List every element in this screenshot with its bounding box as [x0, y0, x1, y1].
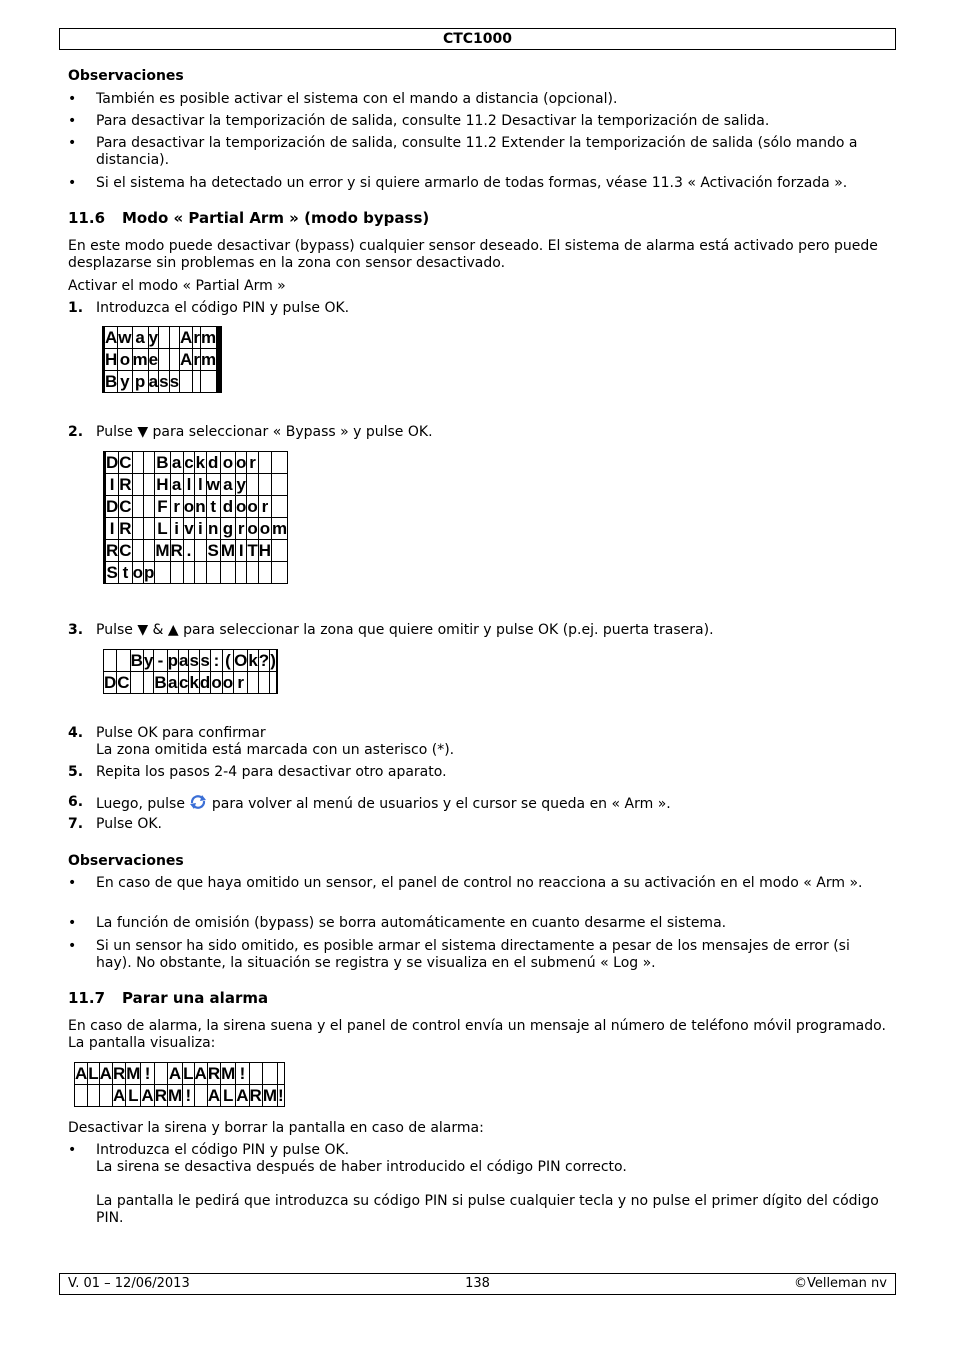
- section-heading: 11.6 Modo « Partial Arm » (modo bypass): [68, 209, 430, 227]
- lcd-cell: [262, 1063, 277, 1085]
- lcd-cell: r: [170, 496, 183, 518]
- lcd-cell: M: [262, 1086, 277, 1105]
- lcd-cell: [132, 452, 143, 474]
- lcd-cell: [221, 371, 222, 393]
- lcd-cell: C: [119, 453, 132, 472]
- lcd-cell: [183, 562, 194, 584]
- lcd-grid: [103, 451, 288, 584]
- lcd-cell: !: [278, 1086, 284, 1105]
- lcd-cell: M: [126, 1064, 141, 1083]
- step: 7. Pulse OK.: [68, 816, 162, 832]
- lcd-cell: a: [148, 372, 159, 391]
- lcd-cell: [143, 474, 154, 496]
- lcd-cell: o: [119, 350, 131, 369]
- observations-heading: Observaciones: [68, 853, 184, 869]
- lcd-cell: D: [106, 453, 119, 472]
- lcd-cell: p: [132, 371, 148, 393]
- lcd-cell: L: [155, 518, 170, 540]
- page-number: 138: [465, 1276, 490, 1291]
- lcd-cell: p: [143, 563, 155, 582]
- lcd-cell: d: [208, 453, 219, 472]
- lcd-cell: o: [220, 452, 235, 474]
- lcd-cell: v: [184, 519, 194, 538]
- lcd-cell: C: [119, 497, 132, 516]
- lcd-cell: B: [156, 453, 169, 472]
- lcd-cell: r: [235, 518, 246, 540]
- lcd-row: [103, 327, 222, 349]
- lcd-row: [104, 650, 278, 672]
- lcd-row: [104, 518, 288, 540]
- lcd-cell: o: [132, 563, 143, 582]
- lcd-cell: t: [206, 496, 220, 518]
- lcd-cell: o: [183, 497, 195, 516]
- lcd-cell: k: [195, 453, 206, 472]
- lcd-cell: A: [180, 350, 193, 369]
- lcd-row: [75, 1063, 285, 1085]
- lcd-row: [104, 474, 288, 496]
- lcd-cell: A: [194, 1064, 207, 1083]
- list-item: • La función de omisión (bypass) se borra automáticamente en cuanto desarme el sistema.: [68, 915, 727, 931]
- lcd-cell: o: [222, 673, 234, 692]
- lcd-cell: C: [117, 673, 130, 692]
- lcd-row: [103, 371, 222, 393]
- lcd-cell: [278, 1063, 285, 1085]
- lcd-cell: [154, 1063, 167, 1085]
- lcd-cell: [221, 327, 222, 349]
- lcd-cell: A: [105, 328, 118, 347]
- deactivate-text: Desactivar la sirena y borrar la pantalla en caso de alarma:: [68, 1120, 484, 1136]
- lcd-cell: [132, 474, 143, 496]
- lcd-cell: [272, 496, 288, 518]
- lcd-cell: [200, 371, 216, 393]
- lcd-cell: M: [155, 541, 170, 560]
- step: 2. Pulse ▼ para seleccionar « Bypass » y pulse OK.: [68, 424, 433, 440]
- list-item: • Para desactivar la temporización de salida, consulte 11.2 Desactivar la temporización de salida.: [68, 113, 770, 129]
- lcd-cell: [248, 672, 258, 694]
- lcd-cell: c: [178, 673, 189, 692]
- lcd-cell: O: [234, 651, 248, 670]
- lcd-cell: k: [248, 651, 258, 670]
- lcd-cell: [247, 562, 258, 584]
- section-heading: 11.7 Parar una alarma: [68, 989, 269, 1007]
- lcd-cell: [130, 672, 143, 694]
- lcd-cell: c: [184, 453, 194, 472]
- lcd-cell: r: [247, 452, 258, 474]
- lcd-cell: L: [88, 1064, 99, 1083]
- lcd-cell: k: [189, 673, 199, 692]
- copyright: ©Velleman nv: [793, 1276, 887, 1291]
- lcd-grid: [74, 1062, 285, 1107]
- document-header: [59, 28, 896, 50]
- lcd-cell: [272, 562, 288, 584]
- section-intro: En caso de alarma, la sirena suena y el panel de control envía un mensaje al número de teléfono móvil programado. La pantalla visualiza:: [68, 1018, 886, 1051]
- lcd-cell: D: [106, 497, 119, 516]
- lcd-cell: T: [247, 541, 258, 560]
- lcd-cell: o: [259, 519, 271, 538]
- lcd-cell: I: [106, 518, 119, 540]
- document-footer: [59, 1273, 896, 1295]
- lcd-cell: [249, 1063, 262, 1085]
- lcd-cell: M: [221, 1064, 236, 1083]
- lcd-cell: [143, 496, 154, 518]
- lcd-cell: [169, 349, 179, 371]
- lcd-cell: [132, 518, 143, 540]
- lcd-cell: L: [126, 1085, 141, 1107]
- lcd-cell: o: [235, 453, 247, 472]
- lcd-cell: A: [112, 1086, 126, 1105]
- lcd-cell: [206, 562, 220, 584]
- lcd-cell: -: [154, 650, 167, 672]
- lcd-cell: [258, 672, 269, 694]
- list-item: • En caso de que haya omitido un sensor, el panel de control no reacciona a su activación en el modo « Arm ».: [68, 875, 863, 891]
- lcd-cell: n: [208, 519, 219, 538]
- lcd-cell: R: [249, 1086, 262, 1105]
- lcd-cell: R: [106, 541, 119, 560]
- lcd-cell: R: [207, 1064, 221, 1083]
- lcd-cell: [169, 327, 179, 349]
- list-item: • Para desactivar la temporización de salida, consulte 11.2 Extender la temporización de salida (sólo mando a distancia).: [68, 135, 858, 168]
- list-item: • Si un sensor ha sido omitido, es posible armar el sistema directamente a pesar de los mensajes de error (si hay). No obstante, la situación se registra y se visualiza en el submenú « Log ».: [68, 938, 850, 971]
- lcd-cell: H: [258, 541, 272, 560]
- list-item: • También es posible activar el sistema con el mando a distancia (opcional).: [68, 91, 618, 107]
- lcd-cell: A: [99, 1064, 112, 1083]
- lcd-cell: [143, 518, 154, 540]
- lcd-cell: y: [118, 371, 132, 393]
- lcd-cell: a: [178, 651, 189, 670]
- lcd-cell: F: [155, 496, 170, 518]
- activate-text: Activar el modo « Partial Arm »: [68, 278, 286, 294]
- lcd-cell: [88, 1085, 99, 1107]
- lcd-cell: B: [105, 372, 118, 391]
- lcd-cell: R: [154, 1086, 167, 1105]
- lcd-cell: [180, 371, 193, 393]
- lcd-cell: [104, 650, 117, 672]
- step: 4. Pulse OK para confirmar La zona omitida está marcada con un asterisco (*).: [68, 725, 455, 758]
- lcd-cell: s: [169, 372, 180, 391]
- lcd-cell: [195, 540, 206, 562]
- lcd-cell: p: [167, 651, 178, 670]
- step: 5. Repita los pasos 2-4 para desactivar otro aparato.: [68, 764, 447, 780]
- lcd-cell: ?: [258, 651, 270, 670]
- lcd-cell: [195, 562, 206, 584]
- lcd-cell: a: [132, 327, 148, 349]
- step: 1. Introduzca el código PIN y pulse OK.: [68, 300, 350, 316]
- lcd-cell: o: [247, 519, 258, 538]
- lcd-cell: (: [222, 650, 233, 672]
- lcd-cell: !: [236, 1063, 249, 1085]
- lcd-row: [75, 1085, 285, 1107]
- lcd-cell: [155, 562, 170, 584]
- lcd-cell: r: [234, 672, 248, 694]
- lcd-cell: S: [106, 563, 118, 582]
- lcd-cell: !: [141, 1063, 154, 1085]
- lcd-cell: r: [258, 496, 271, 518]
- lcd-cell: t: [119, 562, 132, 584]
- lcd-cell: [75, 1085, 88, 1107]
- lcd-cell: [117, 650, 130, 672]
- lcd-cell: w: [118, 328, 132, 347]
- lcd-cell: .: [183, 540, 194, 562]
- lcd-cell: s: [159, 372, 169, 391]
- lcd-cell: [143, 452, 154, 474]
- lcd-cell: w: [206, 475, 220, 494]
- lcd-cell: [170, 562, 183, 584]
- lcd-cell: a: [168, 673, 178, 692]
- lcd-cell: o: [247, 497, 258, 516]
- lcd-cell: i: [195, 518, 206, 540]
- lcd-cell: [132, 496, 143, 518]
- lcd-cell: A: [168, 1064, 182, 1083]
- lcd-cell: R: [112, 1064, 126, 1083]
- lcd-cell: a: [171, 453, 182, 472]
- lcd-cell: s: [200, 651, 210, 670]
- lcd-cell: [247, 474, 258, 496]
- lcd-cell: R: [170, 541, 183, 560]
- lcd-cell: [132, 540, 143, 562]
- lcd-cell: l: [183, 474, 194, 496]
- lcd-row: [104, 562, 288, 584]
- lcd-cell: m: [132, 350, 148, 369]
- lcd-grid: [102, 326, 222, 393]
- lcd-cell: l: [195, 474, 206, 496]
- lcd-cell: M: [220, 541, 235, 560]
- lcd-cell: R: [119, 519, 132, 538]
- lcd-cell: m: [272, 519, 288, 538]
- lcd-grid: [103, 649, 278, 694]
- lcd-cell: !: [183, 1085, 194, 1107]
- lcd-cell: [276, 672, 277, 694]
- lcd-cell: A: [207, 1086, 221, 1105]
- section-intro: En este modo puede desactivar (bypass) cualquier sensor deseado. El sistema de alarma está activado pero puede desplazarse sin problemas en la zona con sensor desactivado.: [68, 238, 878, 271]
- lcd-cell: [258, 562, 271, 584]
- lcd-cell: I: [235, 540, 246, 562]
- lcd-cell: y: [143, 651, 154, 670]
- lcd-cell: i: [170, 518, 183, 540]
- lcd-cell: o: [211, 673, 222, 692]
- lcd-cell: r: [193, 328, 200, 347]
- lcd-row: [104, 540, 288, 562]
- lcd-cell: [272, 540, 288, 562]
- lcd-cell: [272, 474, 288, 496]
- lcd-cell: [276, 650, 277, 672]
- lcd-cell: g: [220, 518, 235, 540]
- lcd-row: [104, 496, 288, 518]
- lcd-cell: m: [200, 350, 217, 369]
- lcd-row: [103, 349, 222, 371]
- lcd-cell: [99, 1085, 112, 1107]
- lcd-cell: e: [148, 350, 159, 369]
- lcd-cell: I: [106, 474, 119, 496]
- lcd-cell: A: [236, 1086, 249, 1105]
- lcd-cell: S: [207, 541, 219, 560]
- lcd-cell: R: [119, 475, 132, 494]
- lcd-cell: A: [180, 328, 193, 347]
- observations-heading: Observaciones: [68, 68, 184, 84]
- list-item: • Si el sistema ha detectado un error y si quiere armarlo de todas formas, véase 11.3 « Activación forzada ».: [68, 175, 848, 191]
- lcd-cell: M: [167, 1086, 183, 1105]
- lcd-cell: D: [104, 673, 117, 692]
- lcd-cell: [143, 540, 154, 562]
- lcd-cell: B: [154, 673, 167, 692]
- lcd-cell: [270, 672, 277, 694]
- lcd-cell: A: [141, 1086, 154, 1105]
- lcd-cell: d: [220, 496, 235, 518]
- lcd-cell: [272, 452, 288, 474]
- version-date: V. 01 – 12/06/2013: [68, 1276, 190, 1291]
- lcd-cell: H: [105, 350, 118, 369]
- refresh-icon: [189, 794, 207, 810]
- lcd-cell: L: [221, 1085, 236, 1107]
- lcd-cell: [235, 562, 246, 584]
- lcd-cell: [220, 562, 235, 584]
- lcd-cell: r: [193, 350, 200, 369]
- lcd-row: [104, 452, 288, 474]
- lcd-cell: y: [148, 328, 159, 347]
- lcd-cell: B: [130, 651, 143, 670]
- lcd-cell: m: [200, 328, 217, 347]
- lcd-cell: [159, 349, 169, 371]
- step: 6. Luego, pulse para volver al menú de usuarios y el cursor se queda en « Arm ».: [68, 794, 671, 812]
- lcd-cell: H: [156, 475, 169, 494]
- lcd-cell: a: [220, 474, 235, 496]
- lcd-cell: [258, 474, 271, 496]
- lcd-cell: C: [119, 541, 132, 560]
- lcd-cell: ): [270, 651, 276, 670]
- model-title: CTC1000: [442, 31, 513, 47]
- lcd-cell: [159, 327, 169, 349]
- lcd-row: [104, 672, 278, 694]
- lcd-cell: [258, 452, 271, 474]
- lcd-cell: y: [236, 475, 246, 494]
- lcd-cell: o: [235, 497, 247, 516]
- lcd-cell: [193, 371, 201, 393]
- lcd-cell: [221, 349, 222, 371]
- lcd-cell: [194, 1085, 207, 1107]
- lcd-cell: L: [183, 1064, 194, 1083]
- lcd-cell: s: [189, 651, 199, 670]
- lcd-cell: :: [211, 650, 222, 672]
- list-item: • Introduzca el código PIN y pulse OK. La sirena se desactiva después de haber introducido el código PIN correcto. La pantalla le pedirá que introduzca su código PIN si pulse cualquier tecla y no pulse el primer dígito del código PIN.: [68, 1142, 879, 1226]
- lcd-cell: A: [75, 1064, 88, 1083]
- lcd-cell: a: [171, 475, 182, 494]
- lcd-cell: [143, 672, 153, 694]
- lcd-cell: n: [195, 497, 206, 516]
- lcd-cell: d: [199, 673, 211, 692]
- step: 3. Pulse ▼ & ▲ para seleccionar la zona que quiere omitir y pulse OK (p.ej. puerta trasera).: [68, 622, 714, 638]
